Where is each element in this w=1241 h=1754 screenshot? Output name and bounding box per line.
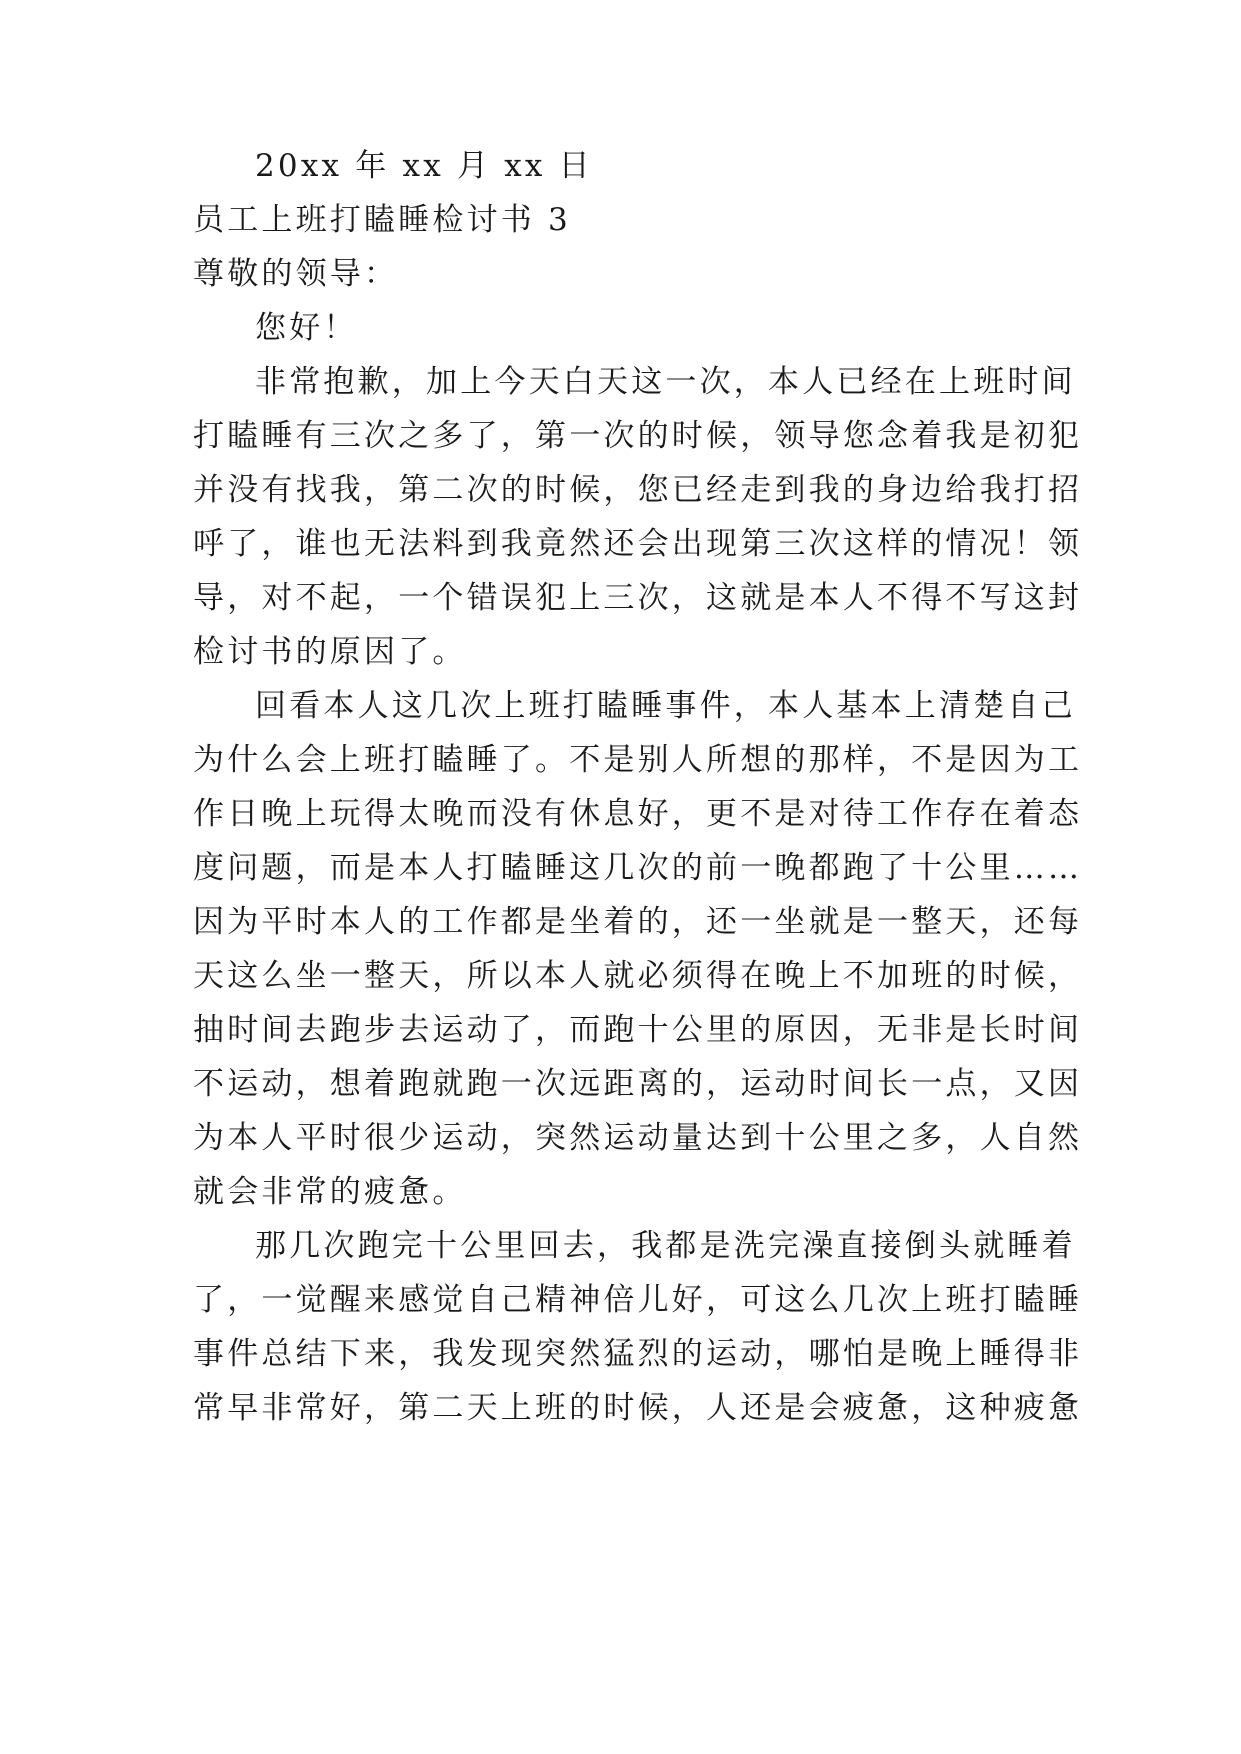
body-line: 那几次跑完十公里回去，我都是洗完澡直接倒头就睡着 (255, 1228, 1076, 1264)
body-line: 天这么坐一整天，所以本人就必须得在晚上不加班的时候， (193, 958, 1083, 994)
body-line: 作日晚上玩得太晚而没有休息好，更不是对待工作存在着态 (193, 796, 1083, 832)
body-line: 非常抱歉，加上今天白天这一次，本人已经在上班时间 (255, 364, 1076, 400)
body-line: 为什么会上班打瞌睡了。不是别人所想的那样，不是因为工 (193, 742, 1083, 778)
body-line: 事件总结下来，我发现突然猛烈的运动，哪怕是晚上睡得非 (193, 1336, 1083, 1372)
body-line: 度问题，而是本人打瞌睡这几次的前一晚都跑了十公里…… (193, 850, 1083, 886)
body-line: 导，对不起，一个错误犯上三次，这就是本人不得不写这封 (193, 580, 1083, 616)
body-line: 打瞌睡有三次之多了，第一次的时候，领导您念着我是初犯 (193, 418, 1083, 454)
greeting: 您好！ (255, 310, 358, 346)
body-line: 回看本人这几次上班打瞌睡事件，本人基本上清楚自己 (255, 688, 1076, 724)
body-line: 了，一觉醒来感觉自己精神倍儿好，可这么几次上班打瞌睡 (193, 1282, 1083, 1318)
body-line: 呼了，谁也无法料到我竟然还会出现第三次这样的情况！领 (193, 526, 1083, 562)
body-line: 并没有找我，第二次的时候，您已经走到我的身边给我打招 (193, 472, 1083, 508)
body-line: 因为平时本人的工作都是坐着的，还一坐就是一整天，还每 (193, 904, 1083, 940)
body-line: 不运动，想着跑就跑一次远距离的，运动时间长一点，又因 (193, 1066, 1083, 1102)
salutation: 尊敬的领导： (193, 256, 399, 292)
body-line: 抽时间去跑步去运动了，而跑十公里的原因，无非是长时间 (193, 1012, 1083, 1048)
body-line: 为本人平时很少运动，突然运动量达到十公里之多，人自然 (193, 1120, 1083, 1156)
body-line: 检讨书的原因了。 (193, 634, 467, 670)
body-line: 就会非常的疲惫。 (193, 1174, 467, 1210)
body-line: 常早非常好，第二天上班的时候，人还是会疲惫，这种疲惫 (193, 1390, 1083, 1426)
date-line: 20xx 年 xx 月 xx 日 (255, 148, 593, 184)
document-title: 员工上班打瞌睡检讨书 3 (193, 202, 571, 238)
